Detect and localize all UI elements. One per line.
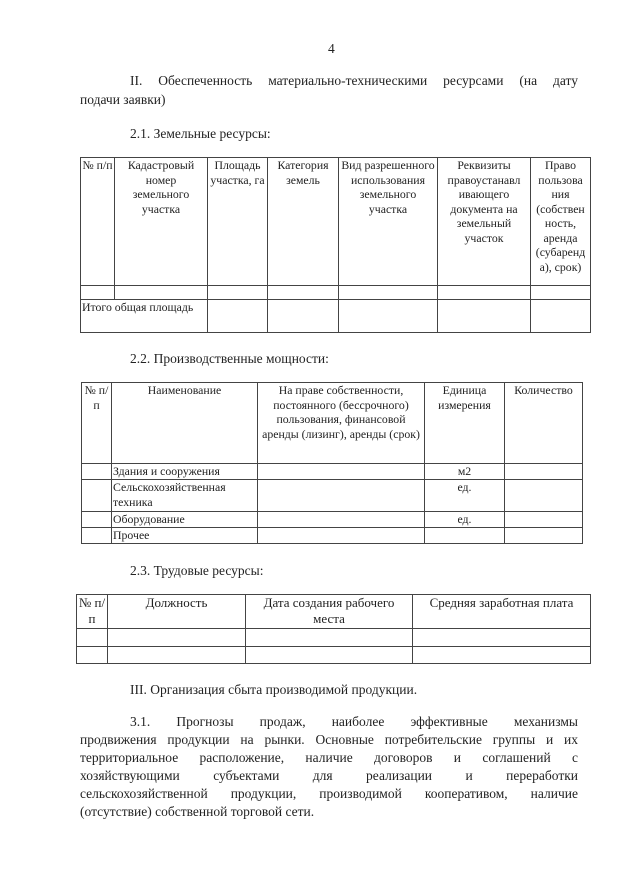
paragraph-line: продвижения продукции на рынки. Основные потребительские группы и их	[80, 732, 578, 747]
table-header-row	[77, 595, 591, 629]
header-cell: Право пользова ния (собствен ность, аренда (субаренд а), срок)	[531, 158, 591, 286]
land-title: 2.1. Земельные ресурсы:	[130, 126, 271, 141]
table-header-row	[81, 158, 591, 286]
row-unit: ед.	[425, 480, 505, 512]
header-cell: Кадастровый номер земельного участка	[115, 158, 208, 286]
section-3-heading: III. Организация сбыта производимой продукции.	[130, 682, 418, 697]
header-cell: Наименование	[112, 383, 258, 464]
production-title: 2.2. Производственные мощности:	[130, 351, 329, 366]
header-cell: № п/п	[77, 595, 108, 629]
header-cell: № п/п	[81, 158, 115, 286]
header-cell: Категория земель	[268, 158, 339, 286]
section-2-heading-cont: подачи заявки)	[80, 92, 166, 107]
paragraph-line: территориальное расположение, наличие договоров и соглашений с	[80, 750, 578, 765]
row-name: Прочее	[112, 528, 258, 544]
table-row	[77, 629, 591, 647]
table-row	[82, 464, 583, 480]
labor-title: 2.3. Трудовые ресурсы:	[130, 563, 264, 578]
table-row	[81, 286, 591, 300]
page-number: 4	[328, 41, 335, 56]
table-row	[82, 480, 583, 512]
row-unit: ед.	[425, 512, 505, 528]
table-header-row	[82, 383, 583, 464]
header-cell: № п/п	[82, 383, 112, 464]
row-name: Оборудование	[112, 512, 258, 528]
header-cell: Количество	[505, 383, 583, 464]
paragraph-line: (отсутствие) собственной торговой сети.	[80, 804, 315, 819]
paragraph-line: сельскохозяйственной продукции, производимой кооперативом, наличие	[80, 786, 578, 801]
section-2-heading: II. Обеспеченность материально-техническими ресурсами (на дату	[130, 73, 578, 88]
production-table	[81, 382, 583, 544]
paragraph-line: хозяйствующими субъектами для реализации и переработки	[80, 768, 578, 783]
header-cell: Должность	[108, 595, 246, 629]
header-cell: Площадь участка, га	[208, 158, 268, 286]
header-cell: Реквизиты правоустанавл ивающего документа на земельный участок	[438, 158, 531, 286]
header-cell: На праве собственности, постоянного (бессрочного) пользования, финансовой аренды (лизинг), аренды (срок)	[258, 383, 425, 464]
total-label: Итого общая площадь	[81, 300, 208, 333]
labor-table	[76, 594, 591, 664]
row-unit: м2	[425, 464, 505, 480]
header-cell: Дата создания рабочего места	[246, 595, 413, 629]
header-cell: Единица измерения	[425, 383, 505, 464]
paragraph-line: 3.1. Прогнозы продаж, наиболее эффективные механизмы	[130, 714, 578, 729]
row-name: Сельскохозяйственная техника	[112, 480, 258, 512]
row-name: Здания и сооружения	[112, 464, 258, 480]
table-row	[82, 528, 583, 544]
table-total-row	[81, 300, 591, 333]
header-cell: Вид разрешенного использования земельного участка	[339, 158, 438, 286]
land-table	[80, 157, 591, 333]
header-cell: Средняя заработная плата	[413, 595, 591, 629]
table-row	[82, 512, 583, 528]
table-row	[77, 647, 591, 664]
